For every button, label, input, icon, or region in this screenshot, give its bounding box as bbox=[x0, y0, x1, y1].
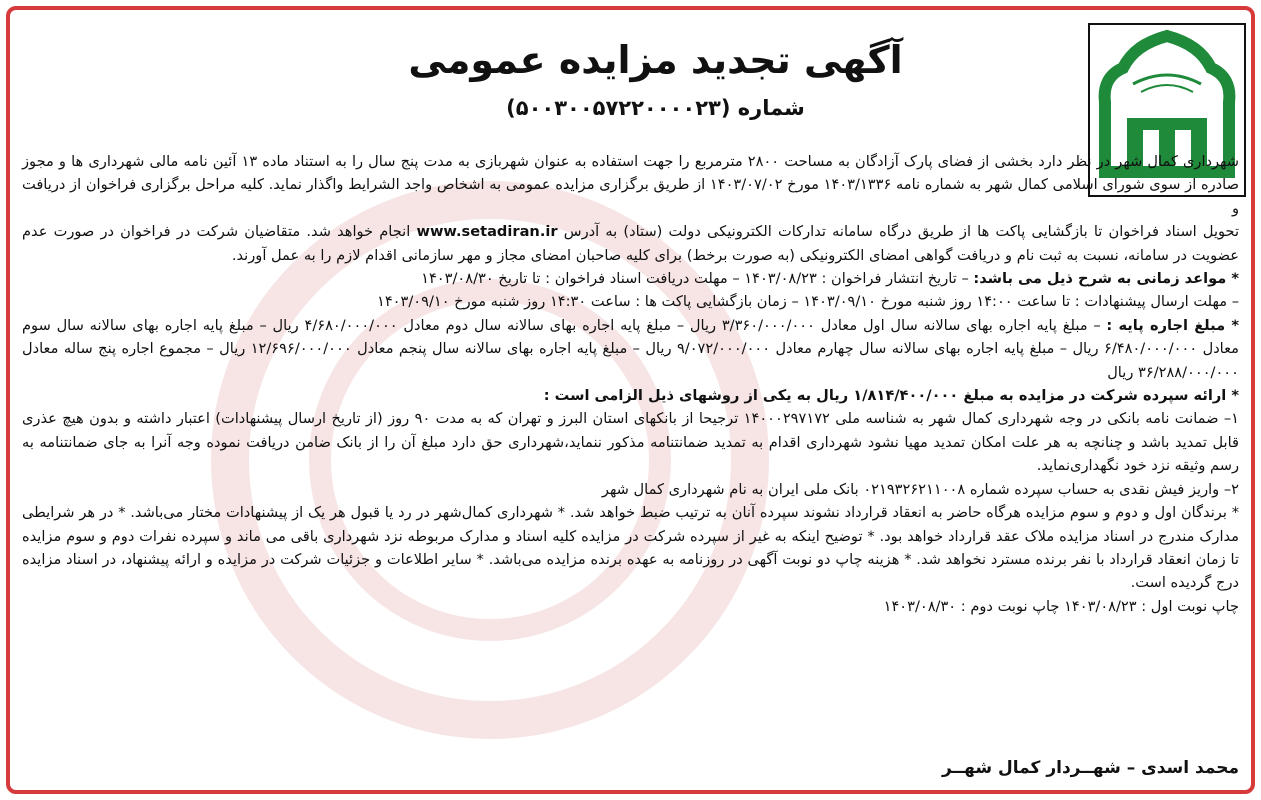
notes-paragraph: * برندگان اول و دوم و سوم مزایده هرگاه حاضر به انعقاد قرارداد نشوند سپرده آنان به ترتیب ضبط خواهد شد. * شهرداری کمال‌شهر در رد یا قبول هر یک از پیشنهادات مختار می‌باشد. * در هر شرایطی مدارک مندرج در اسناد مزایده ملاک عقد قرارداد خواهد بود. * توضیح اینکه به غیر از سپرده شرکت در مزایده کلیه اسناد و مدارک مربوطه نزد شهرداری باقی می ماند و سپرده نفرات دوم و سوم مزایده تا زمان انعقاد قرارداد با نفر برنده مسترد نخواهد شد. * هزینه چاپ دو نوبت آگهی در روزنامه به عهده برنده مزایده می‌باشد. * سایر اطلاعات و جزئیات شرکت در مزایده و ارائه پیشنهاد، در اسناد مزایده درج گردیده است. bbox=[22, 504, 1239, 592]
intro-paragraph: شهرداری کمال شهر در نظر دارد بخشی از فضای پارک آزادگان به مساحت ۲۸۰۰ مترمربع را جهت استفاده به عنوان شهربازی به مدت پنج سال را به استناد ماده ۱۳ آئین نامه مالی شهرداری ها و مجوز صادره از سوی شورای اسلامی کمال شهر به شماره نامه ۱۴۰۳/۱۳۳۶ مورخ ۱۴۰۳/۰۷/۰۲ از طریق برگزاری مزایده عمومی به اشخاص واجد الشرایط واگذار نماید. کلیه مراحل برگزاری فراخوان از دریافت و bbox=[22, 153, 1240, 217]
page-title: آگهی تجدید مزایده عمومی bbox=[408, 38, 903, 82]
print-dates: چاپ نوبت اول : ۱۴۰۳/۰۸/۲۳ چاپ نوبت دوم : ۱۴۰۳/۰۸/۳۰ bbox=[883, 597, 1239, 615]
schedule-dates-1: – تاریخ انتشار فراخوان : ۱۴۰۳/۰۸/۲۳ – مهلت دریافت اسناد فراخوان : تا تاریخ ۱۴۰۳/۰۸/۳۰ bbox=[421, 270, 969, 288]
base-rent-text: – مبلغ پایه اجاره بهای سالانه سال اول معادل ۳/۳۶۰/۰۰۰/۰۰۰ ریال – مبلغ پایه اجاره بهای سالانه سال دوم معادل ۴/۶۸۰/۰۰۰/۰۰۰ ریال – مبلغ پایه اجاره بهای سالانه سال سوم معادل ۶/۴۸۰/۰۰۰/۰۰۰ ریال – مبلغ پایه اجاره بهای سالانه سال چهارم معادل ۹/۰۷۲/۰۰۰/۰۰۰ ریال – مبلغ پایه اجاره بهای سالانه سال پنجم معادل ۱۲/۶۹۶/۰۰۰/۰۰۰ ریال – مجموع اجاره پنج ساله معادل ۳۶/۲۸۸/۰۰۰/۰۰۰ ریال bbox=[22, 316, 1239, 381]
deposit-heading: * ارائه سپرده شرکت در مزایده به مبلغ ۱/۸۱۴/۴۰۰/۰۰۰ ریال به یکی از روشهای ذیل الزامی است : bbox=[543, 387, 1239, 405]
portal-text-a: تحویل اسناد فراخوان تا بازگشایی پاکت ها از طریق درگاه سامانه تدارکات الکترونیکی دولت (ستاد) به آدرس bbox=[563, 223, 1240, 241]
schedule-line-1 bbox=[22, 267, 1239, 290]
tender-number: شماره (۵۰۰۳۰۰۵۷۲۲۰۰۰۰۲۳) bbox=[506, 96, 805, 120]
portal-text-b: انجام خواهد شد. متقاضیان شرکت در فراخوان در صورت عدم عضویت در سامانه، نسبت به ثبت نام و دریافت گواهی امضای الکترونیکی (به صورت برخط) برای کلیه صاحبان امضای مجاز و مهر سازمانی اقدام لازم را به عمل آورند. bbox=[22, 223, 1239, 264]
schedule-line-2: – مهلت ارسال پیشنهادات : تا ساعت ۱۴:۰۰ روز شنبه مورخ ۱۴۰۳/۰۹/۱۰ – زمان بازگشایی پاکت ها : ساعت ۱۴:۳۰ روز شنبه مورخ ۱۴۰۳/۰۹/۱۰ bbox=[377, 293, 1239, 311]
base-rent-heading: * مبلغ اجاره پایه : bbox=[1106, 316, 1239, 334]
schedule-heading: * مواعد زمانی به شرح ذیل می باشد: bbox=[973, 270, 1239, 288]
deposit-option-1: ۱– ضمانت نامه بانکی در وجه شهرداری کمال شهر به شناسه ملی ۱۴۰۰۰۲۹۷۱۷۲ ترجیحا از بانکهای استان البرز و تهران که به مدت ۹۰ روز (از تاریخ ارسال پیشنهادات) اعتبار داشته و بدون هیچ عذری قابل تمدید باشد و چنانچه به هر علت امکان تمدید مهیا نشود شهرداری اقدام به تمدید ضمانتنامه مذکور ننماید،شهرداری حق دارد مبلغ آن را از بانک ضامن دریافت نموده وجه آنرا به جای ضمانتنامه به رسم وثیقه نزد خود نگهداری‌نماید. bbox=[22, 410, 1239, 475]
base-rent-paragraph bbox=[22, 314, 1239, 384]
deposit-option-2: ۲– واریز فیش نقدی به حساب سپرده شماره ۰۲۱۹۳۲۶۲۱۱۰۰۸ بانک ملی ایران به نام شهرداری کمال شهر bbox=[601, 480, 1239, 498]
portal-paragraph bbox=[22, 220, 1239, 267]
announcement-body bbox=[22, 150, 1239, 786]
signature: محمد اسدی – شهــردار کمال شهــر bbox=[941, 758, 1239, 778]
website-link[interactable]: www.setadiran.ir bbox=[416, 223, 558, 241]
